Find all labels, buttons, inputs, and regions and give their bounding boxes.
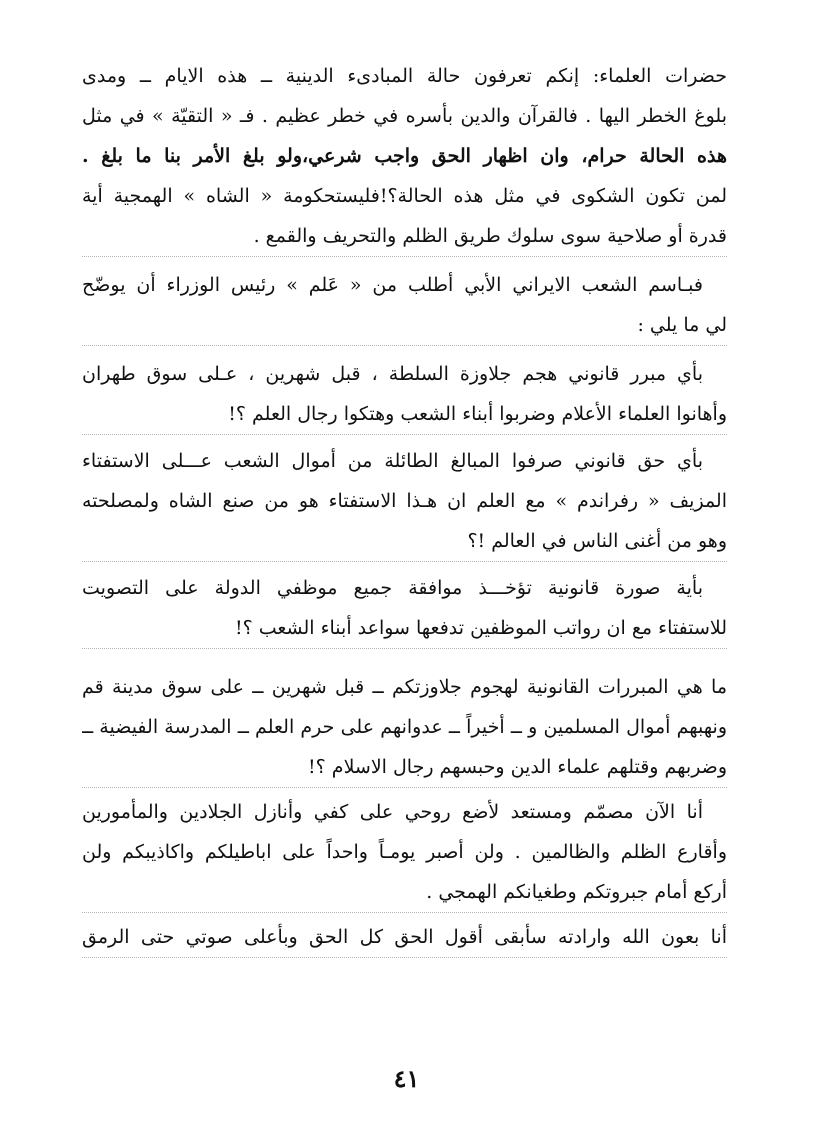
paragraph-6 <box>82 667 727 788</box>
page-number: ٤١ <box>393 1064 420 1093</box>
text-line: لمن تكون الشكوى في مثل هذه الحالة؟!فليستحكومة « الشاه » الهمجية أية <box>82 185 727 207</box>
text-line: بلوغ الخطر اليها . فالقرآن والدين بأسره في خطر عظيم . فـ « التقيّة » في مثل <box>82 105 727 127</box>
paragraph-8 <box>82 917 727 958</box>
text-line: بأي حق قانوني صرفوا المبالغ الطائلة من أموال الشعب عـــلى الاستفتاء <box>82 450 703 472</box>
text-line: بأية صورة قانونية تؤخـــذ موافقة جميع موظفي الدولة على التصويت <box>82 577 703 599</box>
text-line: حضرات العلماء: إنكم تعرفون حالة المبادىء الدينية ــ هذه الايام ــ ومدى <box>82 65 727 87</box>
paragraph-5 <box>82 568 727 649</box>
paragraph-2 <box>82 265 727 346</box>
paragraph-7 <box>82 792 727 913</box>
text-line: أركع أمام جبروتكم وطغيانكم الهمجي . <box>426 881 727 903</box>
text-line: وأهانوا العلماء الأعلام وضربوا أبناء الشعب وهتكوا رجال العلم ؟! <box>228 403 727 425</box>
text-line: فبـاسم الشعب الايراني الأبي أطلب من « عَلم » رئيس الوزراء أن يوضّح <box>82 274 703 296</box>
paragraph-3 <box>82 354 727 435</box>
paragraph-1 <box>82 56 727 257</box>
text-line: لي ما يلي : <box>637 314 727 336</box>
text-line: أنا بعون الله وارادته سأبقى أقول الحق كل الحق وبأعلى صوتي حتى الرمق <box>82 926 727 948</box>
text-line: أنا الآن مصمّم ومستعد لأضع روحي على كفي وأنازل الجلادين والمأمورين <box>82 801 703 823</box>
text-line: ونهبهم أموال المسلمين و ــ أخيراً ــ عدوانهم على حرم العلم ــ المدرسة الفيضية ــ <box>82 716 727 738</box>
text-line: وهو من أغنى الناس في العالم !؟ <box>467 530 727 552</box>
text-line: وضربهم وقتلهم علماء الدين وحبسهم رجال الاسلام ؟! <box>308 756 727 778</box>
text-line: ما هي المبررات القانونية لهجوم جلاوزتكم ــ قبل شهرين ــ على سوق مدينة قم <box>82 676 727 698</box>
paragraph-4 <box>82 441 727 562</box>
page-body <box>82 56 727 958</box>
text-line: للاستفتاء مع ان رواتب الموظفين تدفعها سواعد أبناء الشعب ؟! <box>234 617 727 639</box>
text-line-bold: هذه الحالة حرام، وان اظهار الحق واجب شرعي،ولو بلغ الأمر بنا ما بلغ . <box>82 145 727 167</box>
text-line: المزيف « رفراندم » مع العلم ان هـذا الاستفتاء هو من صنع الشاه ولمصلحته <box>82 490 727 512</box>
text-line: قدرة أو صلاحية سوى سلوك طريق الظلم والتحريف والقمع . <box>253 225 727 247</box>
text-line: وأقارع الظلم والظالمين . ولن أصبر يومـاً واحداً على اباطيلكم واكاذيبكم ولن <box>82 841 727 863</box>
text-line: بأي مبرر قانوني هجم جلاوزة السلطة ، قبل شهرين ، عـلى سوق طهران <box>82 363 703 385</box>
